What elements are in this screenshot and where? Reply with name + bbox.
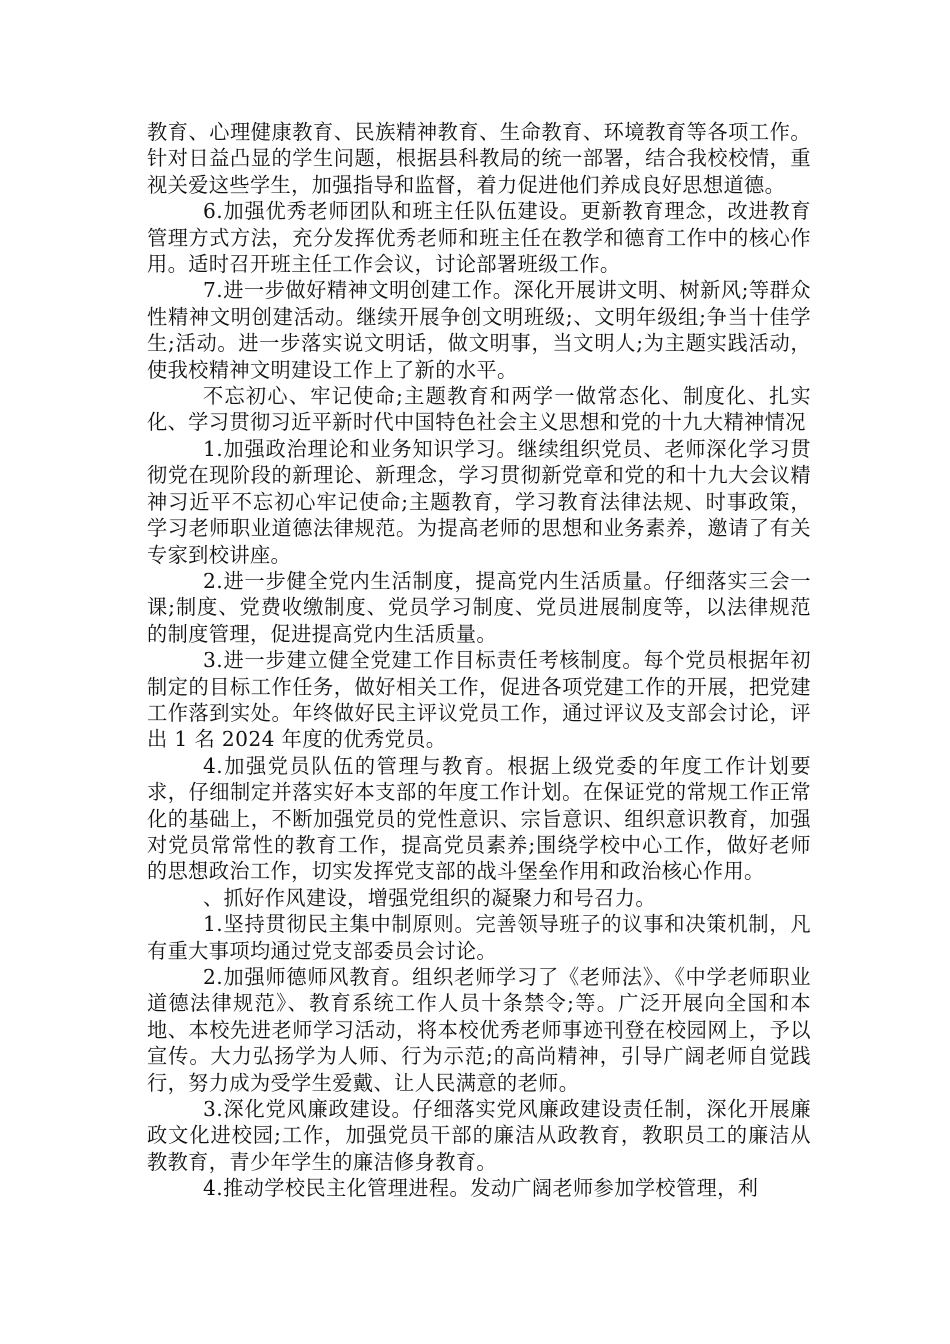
paragraph: 1.坚持贯彻民主集中制原则。完善领导班子的议事和决策机制，凡有重大事项均通过党支部委员会讨论。: [147, 912, 811, 963]
paragraph: 4.推动学校民主化管理进程。发动广阔老师参加学校管理，利: [203, 1176, 759, 1201]
paragraph: 6.加强优秀老师团队和班主任队伍建设。更新教育理念，改进教育管理方式方法，充分发挥优秀老师和班主任在教学和德育工作中的核心作用。适时召开班主任工作会议，讨论部署班级工作。: [147, 199, 811, 277]
paragraph: 教育、心理健康教育、民族精神教育、生命教育、环境教育等各项工作。针对日益凸显的学生问题，根据县科教局的统一部署，结合我校校情，重视关爱这些学生，加强指导和监督，着力促进他们养成良好思想道德。: [147, 120, 811, 197]
paragraph: 3.进一步建立健全党建工作目标责任考核制度。每个党员根据年初制定的目标工作任务，做好相关工作，促进各项党建工作的开展，把党建工作落到实处。年终做好民主评议党员工作，通过评议及支部会讨论，评出 1 名 2024 年度的优秀党员。: [147, 648, 811, 752]
paragraph: 、抓好作风建设，增强党组织的凝聚力和号召力。: [203, 885, 656, 910]
paragraph: 1.加强政治理论和业务知识学习。继续组织党员、老师深化学习贯彻党在现阶段的新理论、新理念，学习贯彻新党章和党的和十九大会议精神习近平不忘初心牢记使命;主题教育，学习教育法律法规、时事政策，学习老师职业道德法律规范。为提高老师的思想和业务素养，邀请了有关专家到校讲座。: [147, 436, 811, 567]
paragraph: 4.加强党员队伍的管理与教育。根据上级党委的年度工作计划要求，仔细制定并落实好本支部的年度工作计划。在保证党的常规工作正常化的基础上，不断加强党员的党性意识、宗旨意识、组织意识教育，加强对党员常常性的教育工作，提高党员素养;围绕学校中心工作，做好老师的思想政治工作，切实发挥党支部的战斗堡垒作用和政治核心作用。: [147, 753, 811, 884]
paragraph: 2.进一步健全党内生活制度，提高党内生活质量。仔细落实三会一课;制度、党费收缴制度、党员学习制度、党员进展制度等，以法律规范的制度管理，促进提高党内生活质量。: [147, 568, 811, 646]
paragraph: 7.进一步做好精神文明创建工作。深化开展讲文明、树新风;等群众性精神文明创建活动。继续开展争创文明班级;、文明年级组;争当十佳学生;活动。进一步落实说文明话，做文明事，当文明人;为主题实践活动，使我校精神文明建设工作上了新的水平。: [147, 278, 811, 382]
document-body: [147, 119, 811, 1202]
paragraph: 3.深化党风廉政建设。仔细落实党风廉政建设责任制，深化开展廉政文化进校园;工作，加强党员干部的廉洁从政教育，教职员工的廉洁从教教育，青少年学生的廉洁修身教育。: [147, 1097, 811, 1174]
paragraph: 不忘初心、牢记使命;主题教育和两学一做常态化、制度化、扎实化、学习贯彻习近平新时代中国特色社会主义思想和党的十九大精神情况: [147, 384, 811, 435]
paragraph: 2.加强师德师风教育。组织老师学习了《老师法》、《中学老师职业道德法律规范》、教育系统工作人员十条禁令;等。广泛开展向全国和本地、本校先进老师学习活动，将本校优秀老师事迹刊登在校园网上，予以宣传。大力弘扬学为人师、行为示范;的高尚精神，引导广阔老师自觉践行，努力成为受学生爱戴、让人民满意的老师。: [147, 965, 811, 1095]
